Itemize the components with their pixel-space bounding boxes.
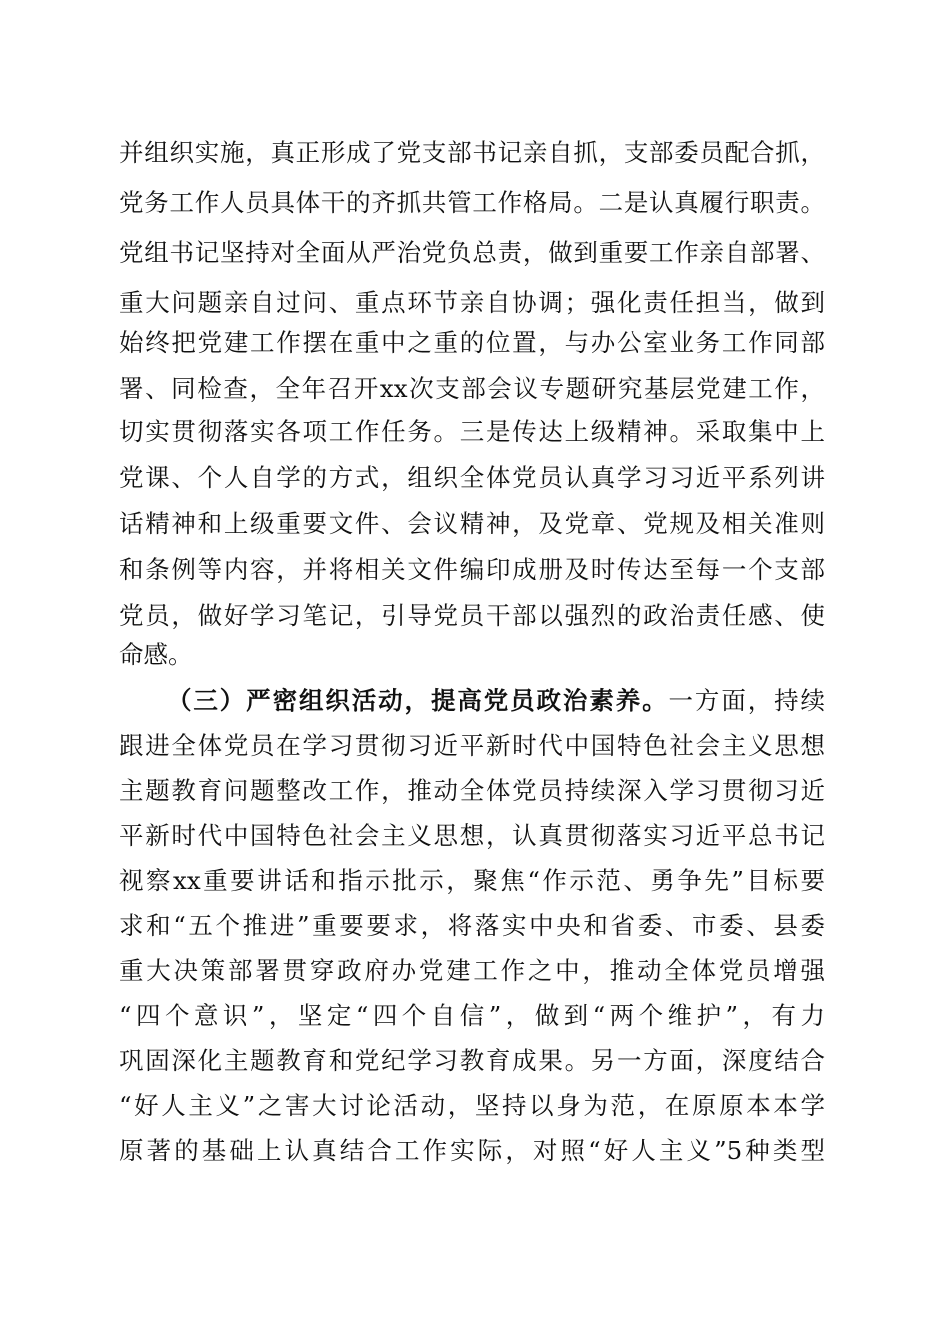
- paragraph-line: 原著的基础上认真结合工作实际，对照“好人主义”5种类型: [119, 1136, 825, 1165]
- paragraph-line: 署、同检查，全年召开xx次支部会议专题研究基层党建工作，: [119, 374, 825, 403]
- paragraph-line: 平新时代中国特色社会主义思想，认真贯彻落实习近平总书记: [119, 821, 825, 850]
- paragraph-line: 主题教育问题整改工作，推动全体党员持续深入学习贯彻习近: [119, 776, 825, 805]
- paragraph-line: 重大决策部署贯穿政府办党建工作之中，推动全体党员增强: [119, 956, 825, 985]
- paragraph-line: 话精神和上级重要文件、会议精神，及党章、党规及相关准则: [119, 509, 825, 538]
- paragraph-line: 党务工作人员具体干的齐抓共管工作格局。二是认真履行职责。: [119, 188, 825, 217]
- section-heading: （三）严密组织活动，提高党员政治素养。: [167, 686, 669, 715]
- paragraph-line: 命感。: [119, 640, 193, 669]
- paragraph-line: 重大问题亲自过问、重点环节亲自协调；强化责任担当，做到: [119, 288, 825, 317]
- paragraph-line: 党课、个人自学的方式，组织全体党员认真学习习近平系列讲: [119, 463, 825, 492]
- section-heading-line: [167, 683, 825, 719]
- paragraph-line: 跟进全体党员在学习贯彻习近平新时代中国特色社会主义思想: [119, 731, 825, 760]
- paragraph-line: 和条例等内容，并将相关文件编印成册及时传达至每一个支部: [119, 555, 825, 584]
- paragraph-line: 切实贯彻落实各项工作任务。三是传达上级精神。采取集中上: [119, 417, 825, 446]
- paragraph-line: 求和“五个推进”重要要求，将落实中央和省委、市委、县委: [119, 911, 825, 940]
- section-heading-rest: 一方面，持续: [668, 686, 826, 715]
- paragraph-line: “四个意识”，坚定“四个自信”，做到“两个维护”，有力: [119, 1001, 825, 1030]
- paragraph-line: 视察xx重要讲话和指示批示，聚焦“作示范、勇争先”目标要: [119, 866, 825, 895]
- paragraph-line: 党员，做好学习笔记，引导党员干部以强烈的政治责任感、使: [119, 601, 825, 630]
- paragraph-line: 并组织实施，真正形成了党支部书记亲自抓，支部委员配合抓，: [119, 138, 825, 167]
- paragraph-line: 党组书记坚持对全面从严治党负总责，做到重要工作亲自部署、: [119, 238, 825, 267]
- paragraph-line: “好人主义”之害大讨论活动，坚持以身为范，在原原本本学: [119, 1091, 825, 1120]
- paragraph-line: 巩固深化主题教育和党纪学习教育成果。另一方面，深度结合: [119, 1046, 825, 1075]
- paragraph-line: 始终把党建工作摆在重中之重的位置，与办公室业务工作同部: [119, 328, 825, 357]
